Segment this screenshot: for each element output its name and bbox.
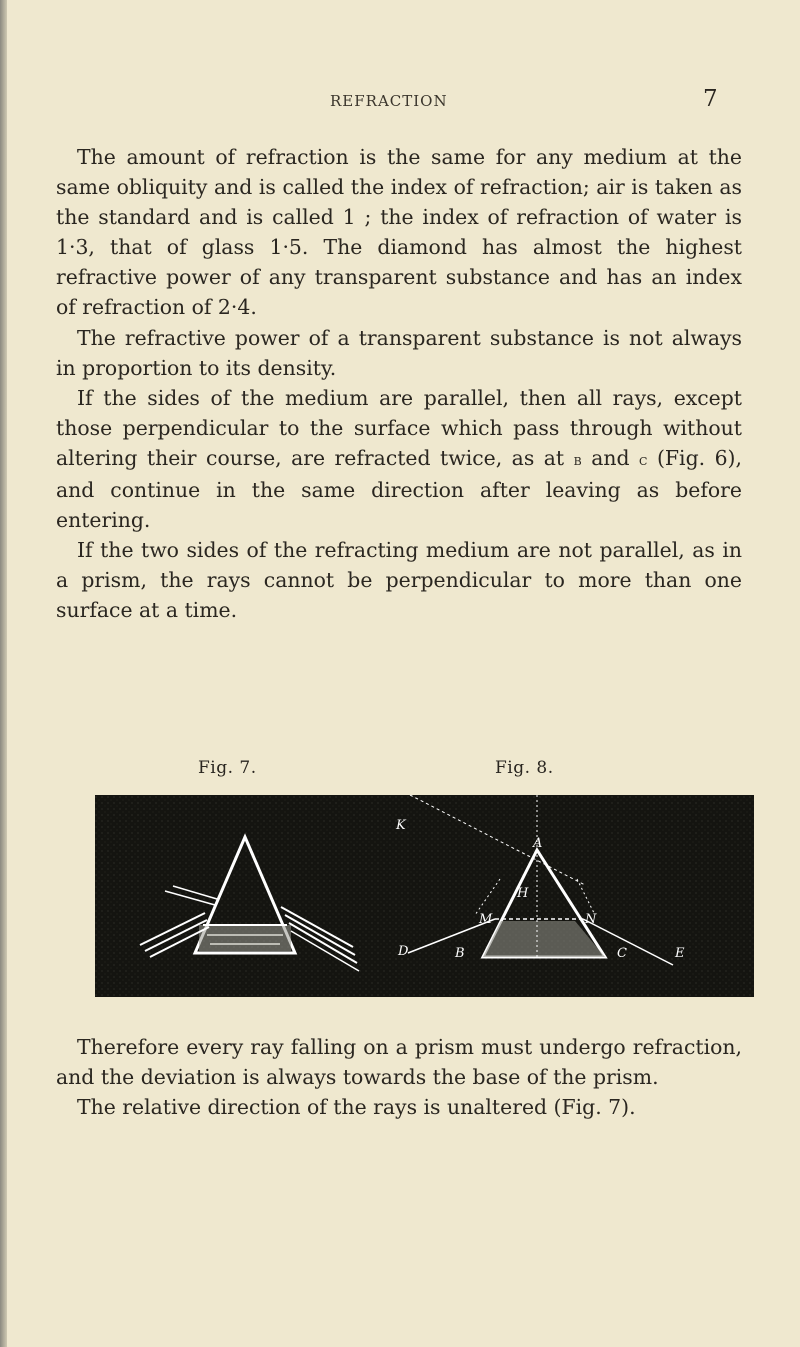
paragraph-prism: If the two sides of the refracting medium are not parallel, as in a prism, the rays cannot be perpendicular to more than one surface at a time. — [56, 538, 742, 623]
letter-b: b — [573, 450, 582, 469]
running-head: REFRACTION — [330, 92, 448, 110]
fig8-letter-a: A — [533, 836, 543, 851]
fig8-letter-b: B — [455, 946, 465, 961]
prism-figures — [95, 795, 754, 997]
fig8-letter-m: M — [479, 912, 493, 927]
letter-c: c — [639, 450, 648, 469]
paragraph-parallel-sides-part1: If the sides of the medium are parallel, then all rays, except those perpendicular to the surface which pass through without altering their course, are refracted twice, as at — [56, 385, 742, 470]
text-block-lower — [56, 1032, 742, 1122]
fig8-letter-d: D — [398, 944, 409, 959]
paragraph-refractive-power: The refractive power of a transparent substance is not always in proportion to its density. — [56, 325, 742, 380]
figure-7-label: Fig. 7. — [198, 758, 257, 778]
text-block-upper — [56, 142, 742, 626]
paragraph-parallel-sides — [56, 383, 742, 535]
paragraph-deviation: Therefore every ray falling on a prism must undergo refraction, and the deviation is always towards the base of the prism. — [56, 1035, 742, 1090]
figure-8-label: Fig. 8. — [495, 758, 554, 778]
paragraph-index-of-refraction: The amount of refraction is the same for any medium at the same obliquity and is called the index of refraction; air is taken as the standard and is called 1 ; the index of refraction of water is 1·3, that of glass 1·5. The diamond has almost the highest refractive power of any transparent substance and has an index of refraction of 2·4. — [56, 145, 742, 320]
paragraph-relative-direction: The relative direction of the rays is unaltered (Fig. 7). — [77, 1095, 636, 1120]
fig8-letter-n: N — [585, 912, 597, 927]
fig8-letter-k: K — [396, 818, 406, 833]
page-number: 7 — [703, 86, 718, 112]
fig8-letter-c: C — [617, 946, 627, 961]
fig8-letter-h: H — [517, 886, 529, 901]
figure-background — [95, 795, 754, 997]
fig8-letter-e: E — [675, 946, 685, 961]
paragraph-parallel-sides-and: and — [581, 445, 640, 470]
paragraph-parallel-sides-part2: (Fig. 6), and continue in the same direction after leaving as before entering. — [56, 445, 742, 533]
